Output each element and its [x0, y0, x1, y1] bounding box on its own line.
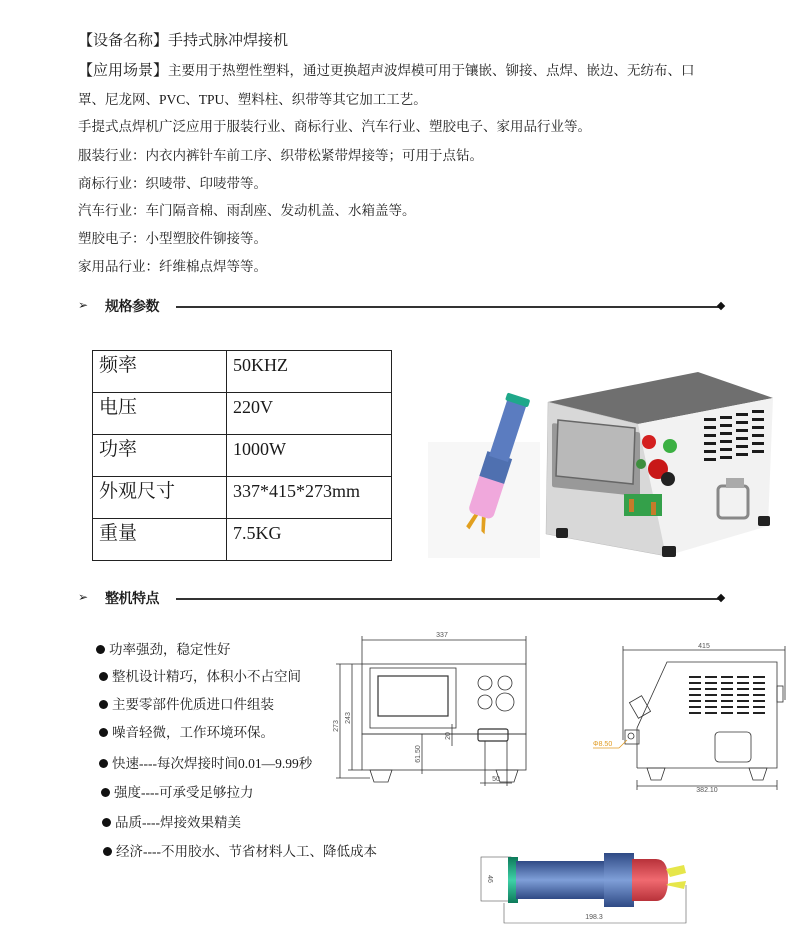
dim-base-depth: 382.10 — [696, 787, 718, 794]
feature-item: 主要零部件优质进口件组装 — [99, 696, 274, 714]
arrow-bullet-icon: ➢ — [78, 590, 89, 604]
industry-line: 商标行业：织唛带、印唛带等。 — [78, 176, 267, 191]
dim-hole-dia: Φ8.50 — [593, 741, 613, 748]
table-row — [93, 351, 392, 393]
industry-line: 家用品行业：纤维棉点焊等等。 — [78, 259, 267, 274]
spec-key: 电压 — [93, 393, 227, 435]
bullet-icon — [99, 759, 108, 768]
table-row — [93, 393, 392, 435]
side-view-drawing — [585, 640, 790, 795]
table-row — [93, 519, 392, 561]
bullet-icon — [99, 672, 108, 681]
spec-value: 220V — [227, 393, 392, 435]
dim-height-total: 273 — [333, 720, 340, 732]
section-header-features — [78, 588, 738, 610]
feature-item: 强度----可承受足够拉力 — [101, 784, 253, 802]
spec-key: 功率 — [93, 435, 227, 477]
industry-line: 手提式点焊机广泛应用于服装行业、商标行业、汽车行业、塑胶电子、家用品行业等。 — [78, 119, 591, 134]
bullet-icon — [102, 818, 111, 827]
dim-length: 198.3 — [585, 914, 603, 921]
feature-item: 快速----每次焊接时间0.01—9.99秒 — [99, 755, 312, 773]
diamond-icon — [717, 302, 725, 310]
table-row — [93, 435, 392, 477]
section-title: 整机特点 — [105, 591, 159, 607]
spec-value: 7.5KG — [227, 519, 392, 561]
application-line-1 — [78, 62, 695, 80]
bullet-icon — [96, 645, 105, 654]
device-name: 手持式脉冲焊接机 — [168, 33, 289, 49]
dim-depth: 415 — [698, 643, 710, 650]
spec-table — [92, 350, 392, 561]
application-line-2: 罩、尼龙网、PVC、TPU、塑料柱、织带等其它加工工艺。 — [78, 92, 427, 107]
handpiece-drawing — [476, 845, 698, 925]
arrow-bullet-icon: ➢ — [78, 298, 89, 312]
device-name-label: 【设备名称】 — [78, 33, 169, 49]
industry-line: 服装行业：内衣内裤针车前工序、织带松紧带焊接等；可用于点钻。 — [78, 148, 483, 163]
dim-port-width: 50 — [492, 776, 500, 783]
application-label: 【应用场景】 — [78, 63, 169, 79]
divider — [176, 306, 721, 308]
feature-item: 整机设计精巧，体积小不占空间 — [99, 668, 301, 686]
bullet-icon — [101, 788, 110, 797]
spec-key: 外观尺寸 — [93, 477, 227, 519]
section-title: 规格参数 — [105, 299, 159, 315]
product-photo — [428, 366, 778, 558]
spec-value: 1000W — [227, 435, 392, 477]
section-header-specs — [78, 296, 738, 318]
dim-height-body: 243 — [345, 712, 352, 724]
feature-item: 噪音轻微，工作环境环保。 — [99, 724, 274, 742]
divider — [176, 598, 721, 600]
industry-line: 塑胶电子：小型塑胶件铆接等。 — [78, 231, 267, 246]
feature-item: 功率强劲，稳定性好 — [96, 641, 231, 659]
bullet-icon — [103, 847, 112, 856]
industry-line: 汽车行业：车门隔音棉、雨刮座、发动机盖、水箱盖等。 — [78, 203, 416, 218]
dim-port-offset: 61.50 — [415, 745, 422, 763]
application-text-1: 主要用于热塑性塑料，通过更换超声波焊模可用于镶嵌、铆接、点焊、嵌边、无纺布、口 — [168, 63, 695, 78]
dim-port-height: 20 — [445, 732, 452, 740]
dim-width: 337 — [436, 632, 448, 639]
spec-value: 337*415*273mm — [227, 477, 392, 519]
front-view-drawing — [330, 628, 545, 788]
bullet-icon — [99, 728, 108, 737]
diamond-icon — [717, 594, 725, 602]
device-name-line — [78, 32, 288, 50]
feature-item: 品质----焊接效果精美 — [102, 814, 241, 832]
bullet-icon — [99, 700, 108, 709]
machine-image — [546, 372, 773, 557]
table-row — [93, 477, 392, 519]
dim-diameter: 46 — [486, 875, 493, 883]
spec-value: 50KHZ — [227, 351, 392, 393]
feature-item: 经济----不用胶水、节省材料人工、降低成本 — [103, 843, 377, 861]
spec-key: 重量 — [93, 519, 227, 561]
spec-key: 频率 — [93, 351, 227, 393]
